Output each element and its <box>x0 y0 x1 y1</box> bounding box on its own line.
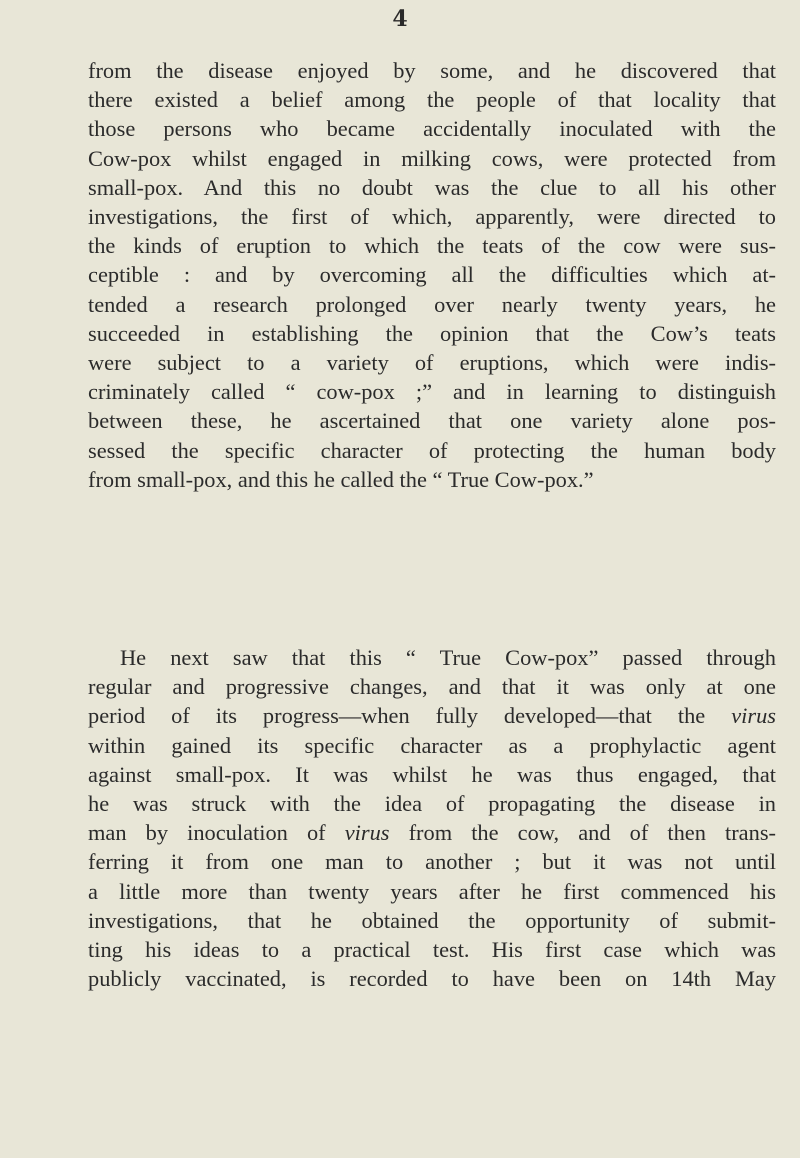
text-line: ceptible : and by overcoming all the difficulties which at- <box>88 262 776 288</box>
paragraph-1 <box>88 56 776 494</box>
text-line: were subject to a variety of eruptions, which were indis- <box>88 350 776 376</box>
text-line: tended a research prolonged over nearly twenty years, he <box>88 291 776 317</box>
text-line: from the disease enjoyed by some, and he discovered that <box>88 58 776 83</box>
text-line: investigations, the first of which, apparently, were directed to <box>88 204 776 230</box>
text-line: the kinds of eruption to which the teats of the cow were sus- <box>88 233 776 259</box>
text-line: ferring it from one man to another ; but it was not until <box>88 849 776 875</box>
text-line: publicly vaccinated, is recorded to have been on 14th May <box>88 966 776 992</box>
paragraph-2 <box>88 643 776 993</box>
text-line: investigations, that he obtained the opportunity of submit- <box>88 907 776 933</box>
text-line: between these, he ascertained that one variety alone pos- <box>88 408 776 434</box>
text-line: within gained its specific character as a prophylactic agent <box>88 732 776 758</box>
text-line: ting his ideas to a practical test. His first case which was <box>88 937 776 963</box>
text-line: from small-pox, and this he called the “ True Cow-pox.” <box>88 466 594 492</box>
text-line: succeeded in establishing the opinion that the Cow’s teats <box>88 320 776 346</box>
text-line: he was struck with the idea of propagating the disease in <box>88 791 776 817</box>
text-line: sessed the specific character of protecting the human body <box>88 437 776 463</box>
text-line: Cow-pox whilst engaged in milking cows, were protected from <box>88 145 776 171</box>
text-line: criminately called “ cow-pox ;” and in learning to distinguish <box>88 379 776 405</box>
text-line: man by inoculation of virus from the cow, and of then trans- <box>88 820 776 846</box>
text-line: a little more than twenty years after he first commenced his <box>88 878 776 904</box>
page-number: 4 <box>392 6 408 32</box>
text-line: there existed a belief among the people of that locality that <box>88 87 776 113</box>
text-line: period of its progress—when fully developed—that the virus <box>88 703 776 729</box>
text-line: regular and progressive changes, and that it was only at one <box>88 674 776 700</box>
text-line: He next saw that this “ True Cow-pox” passed through <box>120 645 776 670</box>
text-line: small-pox. And this no doubt was the clue to all his other <box>88 174 776 200</box>
text-line: against small-pox. It was whilst he was thus engaged, that <box>88 761 776 787</box>
text-line: those persons who became accidentally inoculated with the <box>88 116 776 142</box>
